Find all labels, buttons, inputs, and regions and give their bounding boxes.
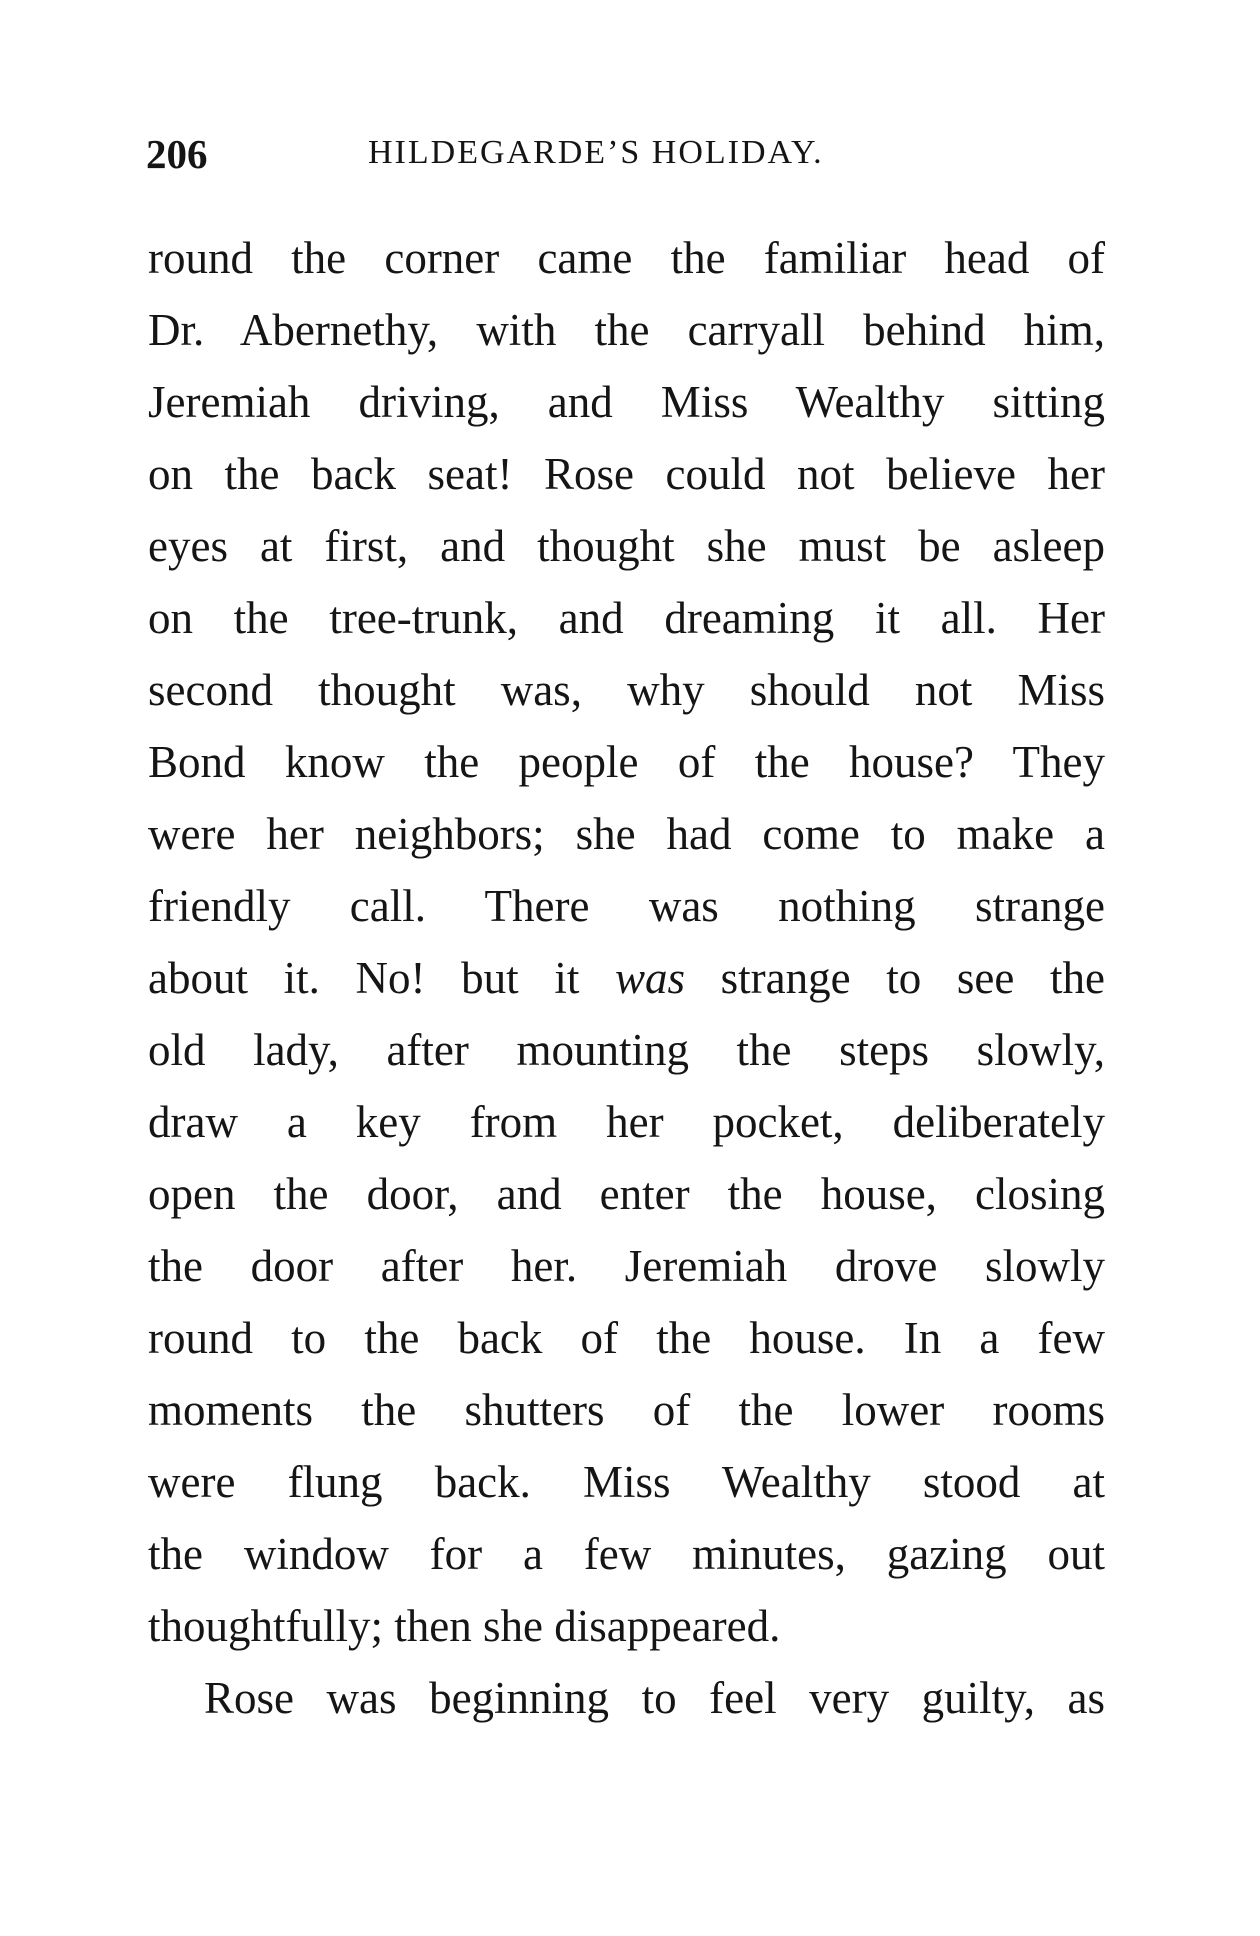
text-line: round to the back of the house. In a few [148, 1313, 1105, 1363]
page-number: 206 [146, 131, 208, 177]
text-line: draw a key from her pocket, deliberately [148, 1097, 1105, 1147]
body-text [148, 222, 1105, 1734]
paragraph-end-line: thoughtfully; then she disappeared. [148, 1601, 781, 1651]
text-line: open the door, and enter the house, closing [148, 1169, 1105, 1219]
text-line: were her neighbors; she had come to make a [148, 809, 1105, 859]
text-line: on the back seat! Rose could not believe her [148, 449, 1105, 499]
text-line: moments the shutters of the lower rooms [148, 1385, 1105, 1435]
text-line: Bond know the people of the house? They [148, 737, 1105, 787]
text-segment: about it. No! but it [148, 953, 615, 1003]
text-line-with-italic [148, 942, 1105, 1014]
text-line: were flung back. Miss Wealthy stood at [148, 1457, 1105, 1507]
running-title: HILDEGARDE’S HOLIDAY. [368, 134, 824, 171]
text-line: old lady, after mounting the steps slowly, [148, 1025, 1105, 1075]
text-line: round the corner came the familiar head of [148, 233, 1105, 283]
text-line: Dr. Abernethy, with the carryall behind him, [148, 305, 1105, 355]
italic-emphasis: was [614, 953, 685, 1003]
text-line: friendly call. There was nothing strange [148, 881, 1105, 931]
text-line: the door after her. Jeremiah drove slowly [148, 1241, 1105, 1291]
text-line: eyes at first, and thought she must be asleep [148, 521, 1105, 571]
page-header [146, 130, 882, 190]
text-line: second thought was, why should not Miss [148, 665, 1105, 715]
text-line: on the tree-trunk, and dreaming it all. Her [148, 593, 1105, 643]
text-line: Rose was beginning to feel very guilty, as [204, 1673, 1105, 1723]
text-segment: strange to see the [685, 953, 1105, 1003]
text-line: the window for a few minutes, gazing out [148, 1529, 1105, 1579]
text-line: Jeremiah driving, and Miss Wealthy sitting [148, 377, 1105, 427]
